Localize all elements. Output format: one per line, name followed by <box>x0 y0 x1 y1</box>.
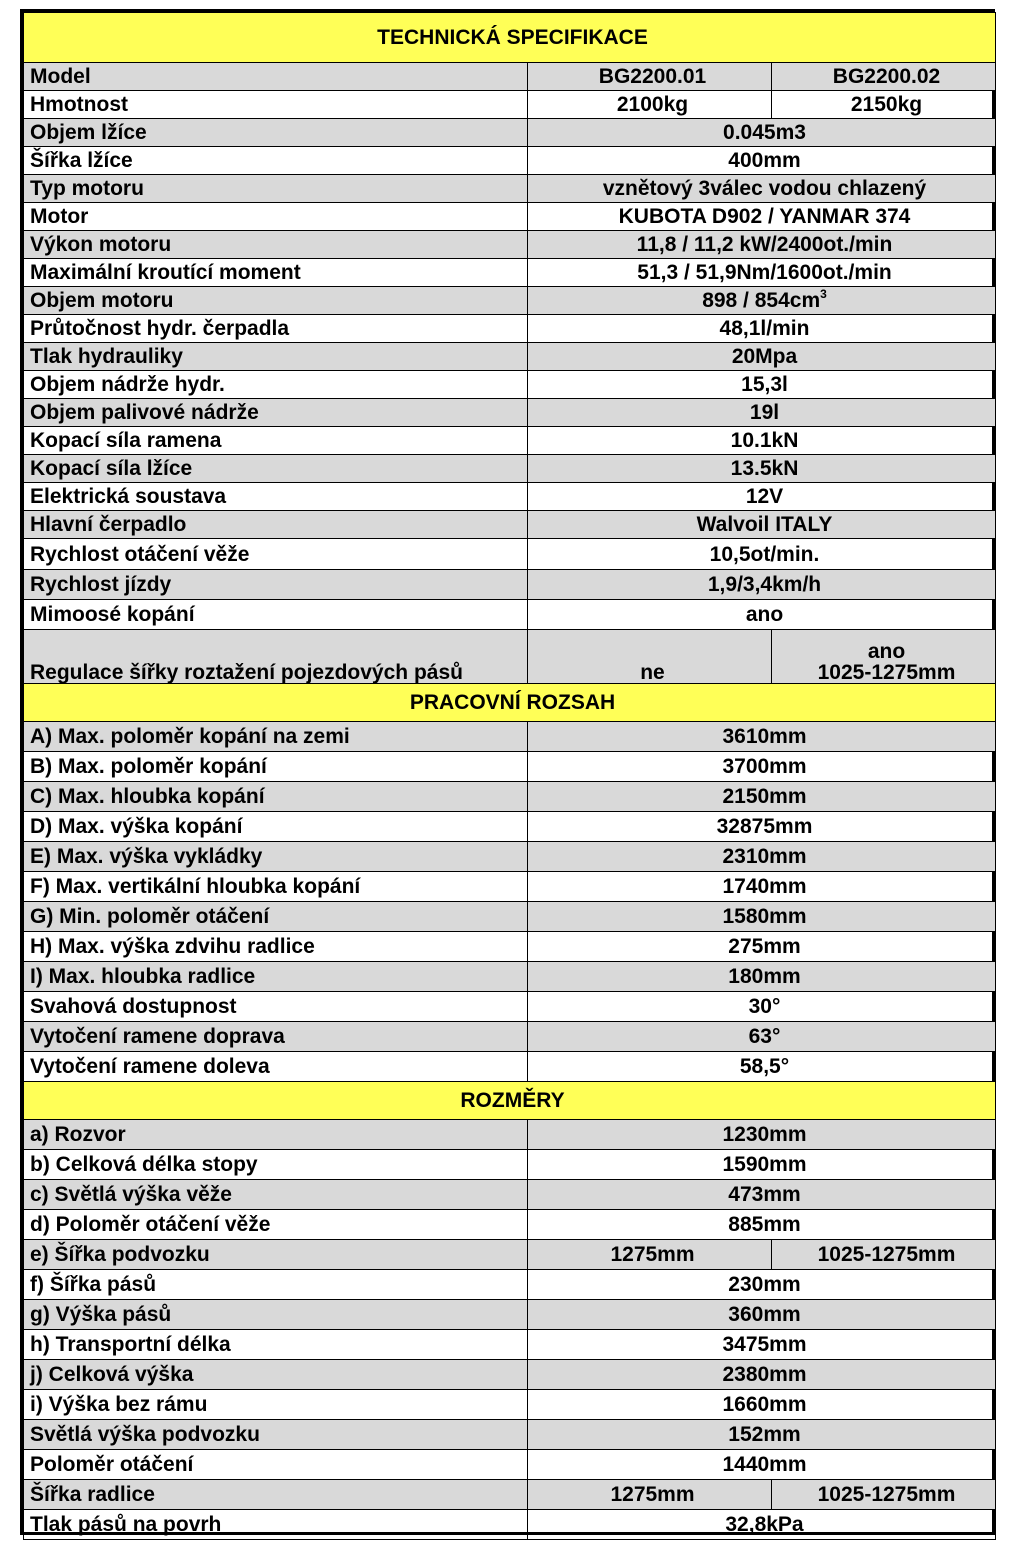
table-row <box>24 1120 996 1150</box>
row-value: 275mm <box>528 932 996 962</box>
row-value: 2150mm <box>528 782 996 812</box>
table-row <box>24 1150 996 1180</box>
row-value: 11,8 / 11,2 kW/2400ot./min <box>528 231 996 259</box>
engine-volume-value: 898 / 854cm <box>702 289 821 312</box>
row-label: Motor <box>24 203 528 231</box>
row-label: b) Celková délka stopy <box>24 1150 528 1180</box>
row-label: Maximální kroutící moment <box>24 259 528 287</box>
row-label: Vytočení ramene doprava <box>24 1022 528 1052</box>
table-row <box>24 231 996 259</box>
row-label: Poloměr otáčení <box>24 1450 528 1480</box>
row-label: G) Min. poloměr otáčení <box>24 902 528 932</box>
table-row <box>24 483 996 511</box>
row-value-2 <box>772 630 996 684</box>
table-row <box>24 539 996 570</box>
row-value: 1660mm <box>528 1390 996 1420</box>
table-row <box>24 175 996 203</box>
row-value-1: 1275mm <box>528 1240 772 1270</box>
table-row <box>24 570 996 600</box>
table-row <box>24 147 996 175</box>
table-row <box>24 842 996 872</box>
row-value: 180mm <box>528 962 996 992</box>
row-value: 13.5kN <box>528 455 996 483</box>
row-label: c) Světlá výška věže <box>24 1180 528 1210</box>
row-value-2-top: ano <box>867 640 906 663</box>
row-value: 32,8kPa <box>528 1510 996 1540</box>
table-row <box>24 962 996 992</box>
row-value <box>528 287 996 315</box>
row-value: 1440mm <box>528 1450 996 1480</box>
table-row <box>24 630 996 684</box>
table-row <box>24 203 996 231</box>
row-label: Objem palivové nádrže <box>24 399 528 427</box>
row-value: 473mm <box>528 1180 996 1210</box>
section-header-working-range <box>24 684 996 722</box>
row-value: 58,5° <box>528 1052 996 1082</box>
row-value: 1,9/3,4km/h <box>528 570 996 600</box>
row-value: 48,1l/min <box>528 315 996 343</box>
spec-table <box>23 12 996 1540</box>
row-value-1: 1275mm <box>528 1480 772 1510</box>
table-row <box>24 1270 996 1300</box>
row-value: 1740mm <box>528 872 996 902</box>
row-value: 1590mm <box>528 1150 996 1180</box>
row-label: C) Max. hloubka kopání <box>24 782 528 812</box>
row-label: Tlak hydrauliky <box>24 343 528 371</box>
table-row <box>24 399 996 427</box>
row-value: 51,3 / 51,9Nm/1600ot./min <box>528 259 996 287</box>
table-row <box>24 1180 996 1210</box>
table-row <box>24 259 996 287</box>
row-label: d) Poloměr otáčení věže <box>24 1210 528 1240</box>
table-row <box>24 600 996 630</box>
row-value: 230mm <box>528 1270 996 1300</box>
row-label: Svahová dostupnost <box>24 992 528 1022</box>
row-value: 1230mm <box>528 1120 996 1150</box>
row-value: 19l <box>528 399 996 427</box>
section-title: PRACOVNÍ ROZSAH <box>24 684 996 722</box>
table-row <box>24 1510 996 1540</box>
table-row <box>24 812 996 842</box>
row-label: j) Celková výška <box>24 1360 528 1390</box>
table-row <box>24 315 996 343</box>
row-value: 30° <box>528 992 996 1022</box>
table-row <box>24 902 996 932</box>
row-label: Typ motoru <box>24 175 528 203</box>
row-label: Průtočnost hydr. čerpadla <box>24 315 528 343</box>
row-value: 885mm <box>528 1210 996 1240</box>
table-row <box>24 427 996 455</box>
row-value: vznětový 3válec vodou chlazený <box>528 175 996 203</box>
section-header-dimensions <box>24 1082 996 1120</box>
table-row <box>24 872 996 902</box>
row-value: 3475mm <box>528 1330 996 1360</box>
row-value-1: 2100kg <box>528 91 772 119</box>
row-value: 152mm <box>528 1420 996 1450</box>
table-row <box>24 91 996 119</box>
table-row <box>24 1300 996 1330</box>
table-row <box>24 371 996 399</box>
table-row <box>24 1052 996 1082</box>
table-row <box>24 1330 996 1360</box>
table-row <box>24 1022 996 1052</box>
section-title: ROZMĚRY <box>24 1082 996 1120</box>
model-1-value: BG2200.01 <box>528 63 772 91</box>
row-value: 20Mpa <box>528 343 996 371</box>
table-row <box>24 511 996 539</box>
row-label: i) Výška bez rámu <box>24 1390 528 1420</box>
row-value: 10,5ot/min. <box>528 539 996 570</box>
table-row <box>24 1210 996 1240</box>
table-row <box>24 1390 996 1420</box>
row-label: e) Šířka podvozku <box>24 1240 528 1270</box>
row-value: 360mm <box>528 1300 996 1330</box>
row-value: 10.1kN <box>528 427 996 455</box>
row-value: 2310mm <box>528 842 996 872</box>
table-row <box>24 455 996 483</box>
row-label: I) Max. hloubka radlice <box>24 962 528 992</box>
row-label: Elektrická soustava <box>24 483 528 511</box>
row-label: Vytočení ramene doleva <box>24 1052 528 1082</box>
row-value: 2380mm <box>528 1360 996 1390</box>
row-value: 0.045m3 <box>528 119 996 147</box>
row-label: f) Šířka pásů <box>24 1270 528 1300</box>
row-value-2: 1025-1275mm <box>772 1240 996 1270</box>
row-label: Hmotnost <box>24 91 528 119</box>
row-label: h) Transportní délka <box>24 1330 528 1360</box>
row-label: g) Výška pásů <box>24 1300 528 1330</box>
row-label: Model <box>24 63 528 91</box>
row-value-2-bottom: 1025-1275mm <box>817 661 956 684</box>
table-row <box>24 1240 996 1270</box>
table-row <box>24 343 996 371</box>
row-label: Hlavní čerpadlo <box>24 511 528 539</box>
row-label: Kopací síla ramena <box>24 427 528 455</box>
table-row <box>24 63 996 91</box>
row-value: 3700mm <box>528 752 996 782</box>
row-label: Kopací síla lžíce <box>24 455 528 483</box>
table-row <box>24 1360 996 1390</box>
row-label: D) Max. výška kopání <box>24 812 528 842</box>
table-row <box>24 1480 996 1510</box>
row-value-2: 1025-1275mm <box>772 1480 996 1510</box>
model-2-value: BG2200.02 <box>772 63 996 91</box>
row-value: 3610mm <box>528 722 996 752</box>
table-row <box>24 1420 996 1450</box>
row-label: Světlá výška podvozku <box>24 1420 528 1450</box>
row-value: 32875mm <box>528 812 996 842</box>
table-row <box>24 992 996 1022</box>
row-label: E) Max. výška vykládky <box>24 842 528 872</box>
row-label: H) Max. výška zdvihu radlice <box>24 932 528 962</box>
row-value: 400mm <box>528 147 996 175</box>
section-title: TECHNICKÁ SPECIFIKACE <box>24 13 996 63</box>
row-label: Objem nádrže hydr. <box>24 371 528 399</box>
table-row <box>24 287 996 315</box>
row-value: 15,3l <box>528 371 996 399</box>
row-value: 1580mm <box>528 902 996 932</box>
table-row <box>24 752 996 782</box>
row-label: F) Max. vertikální hloubka kopání <box>24 872 528 902</box>
row-label: Objem lžíce <box>24 119 528 147</box>
row-value: KUBOTA D902 / YANMAR 374 <box>528 203 996 231</box>
row-value: 63° <box>528 1022 996 1052</box>
row-label: B) Max. poloměr kopání <box>24 752 528 782</box>
row-label: Rychlost jízdy <box>24 570 528 600</box>
row-value: 12V <box>528 483 996 511</box>
section-header-technical <box>24 13 996 63</box>
row-label: Mimoosé kopání <box>24 600 528 630</box>
table-row <box>24 1450 996 1480</box>
table-row <box>24 119 996 147</box>
row-label: Regulace šířky roztažení pojezdových pásů <box>24 630 528 684</box>
table-row <box>24 932 996 962</box>
row-label: Tlak pásů na povrh <box>24 1510 528 1540</box>
table-row <box>24 782 996 812</box>
row-label: Šířka lžíce <box>24 147 528 175</box>
row-value: ano <box>528 600 996 630</box>
table-row <box>24 722 996 752</box>
row-value: Walvoil ITALY <box>528 511 996 539</box>
spec-sheet <box>20 9 995 1535</box>
superscript: 3 <box>820 287 827 301</box>
row-label: a) Rozvor <box>24 1120 528 1150</box>
row-label: Výkon motoru <box>24 231 528 259</box>
row-value-1: ne <box>528 630 772 684</box>
row-label: Objem motoru <box>24 287 528 315</box>
row-label: Šířka radlice <box>24 1480 528 1510</box>
row-label: Rychlost otáčení věže <box>24 539 528 570</box>
row-label: A) Max. poloměr kopání na zemi <box>24 722 528 752</box>
row-value-2: 2150kg <box>772 91 996 119</box>
